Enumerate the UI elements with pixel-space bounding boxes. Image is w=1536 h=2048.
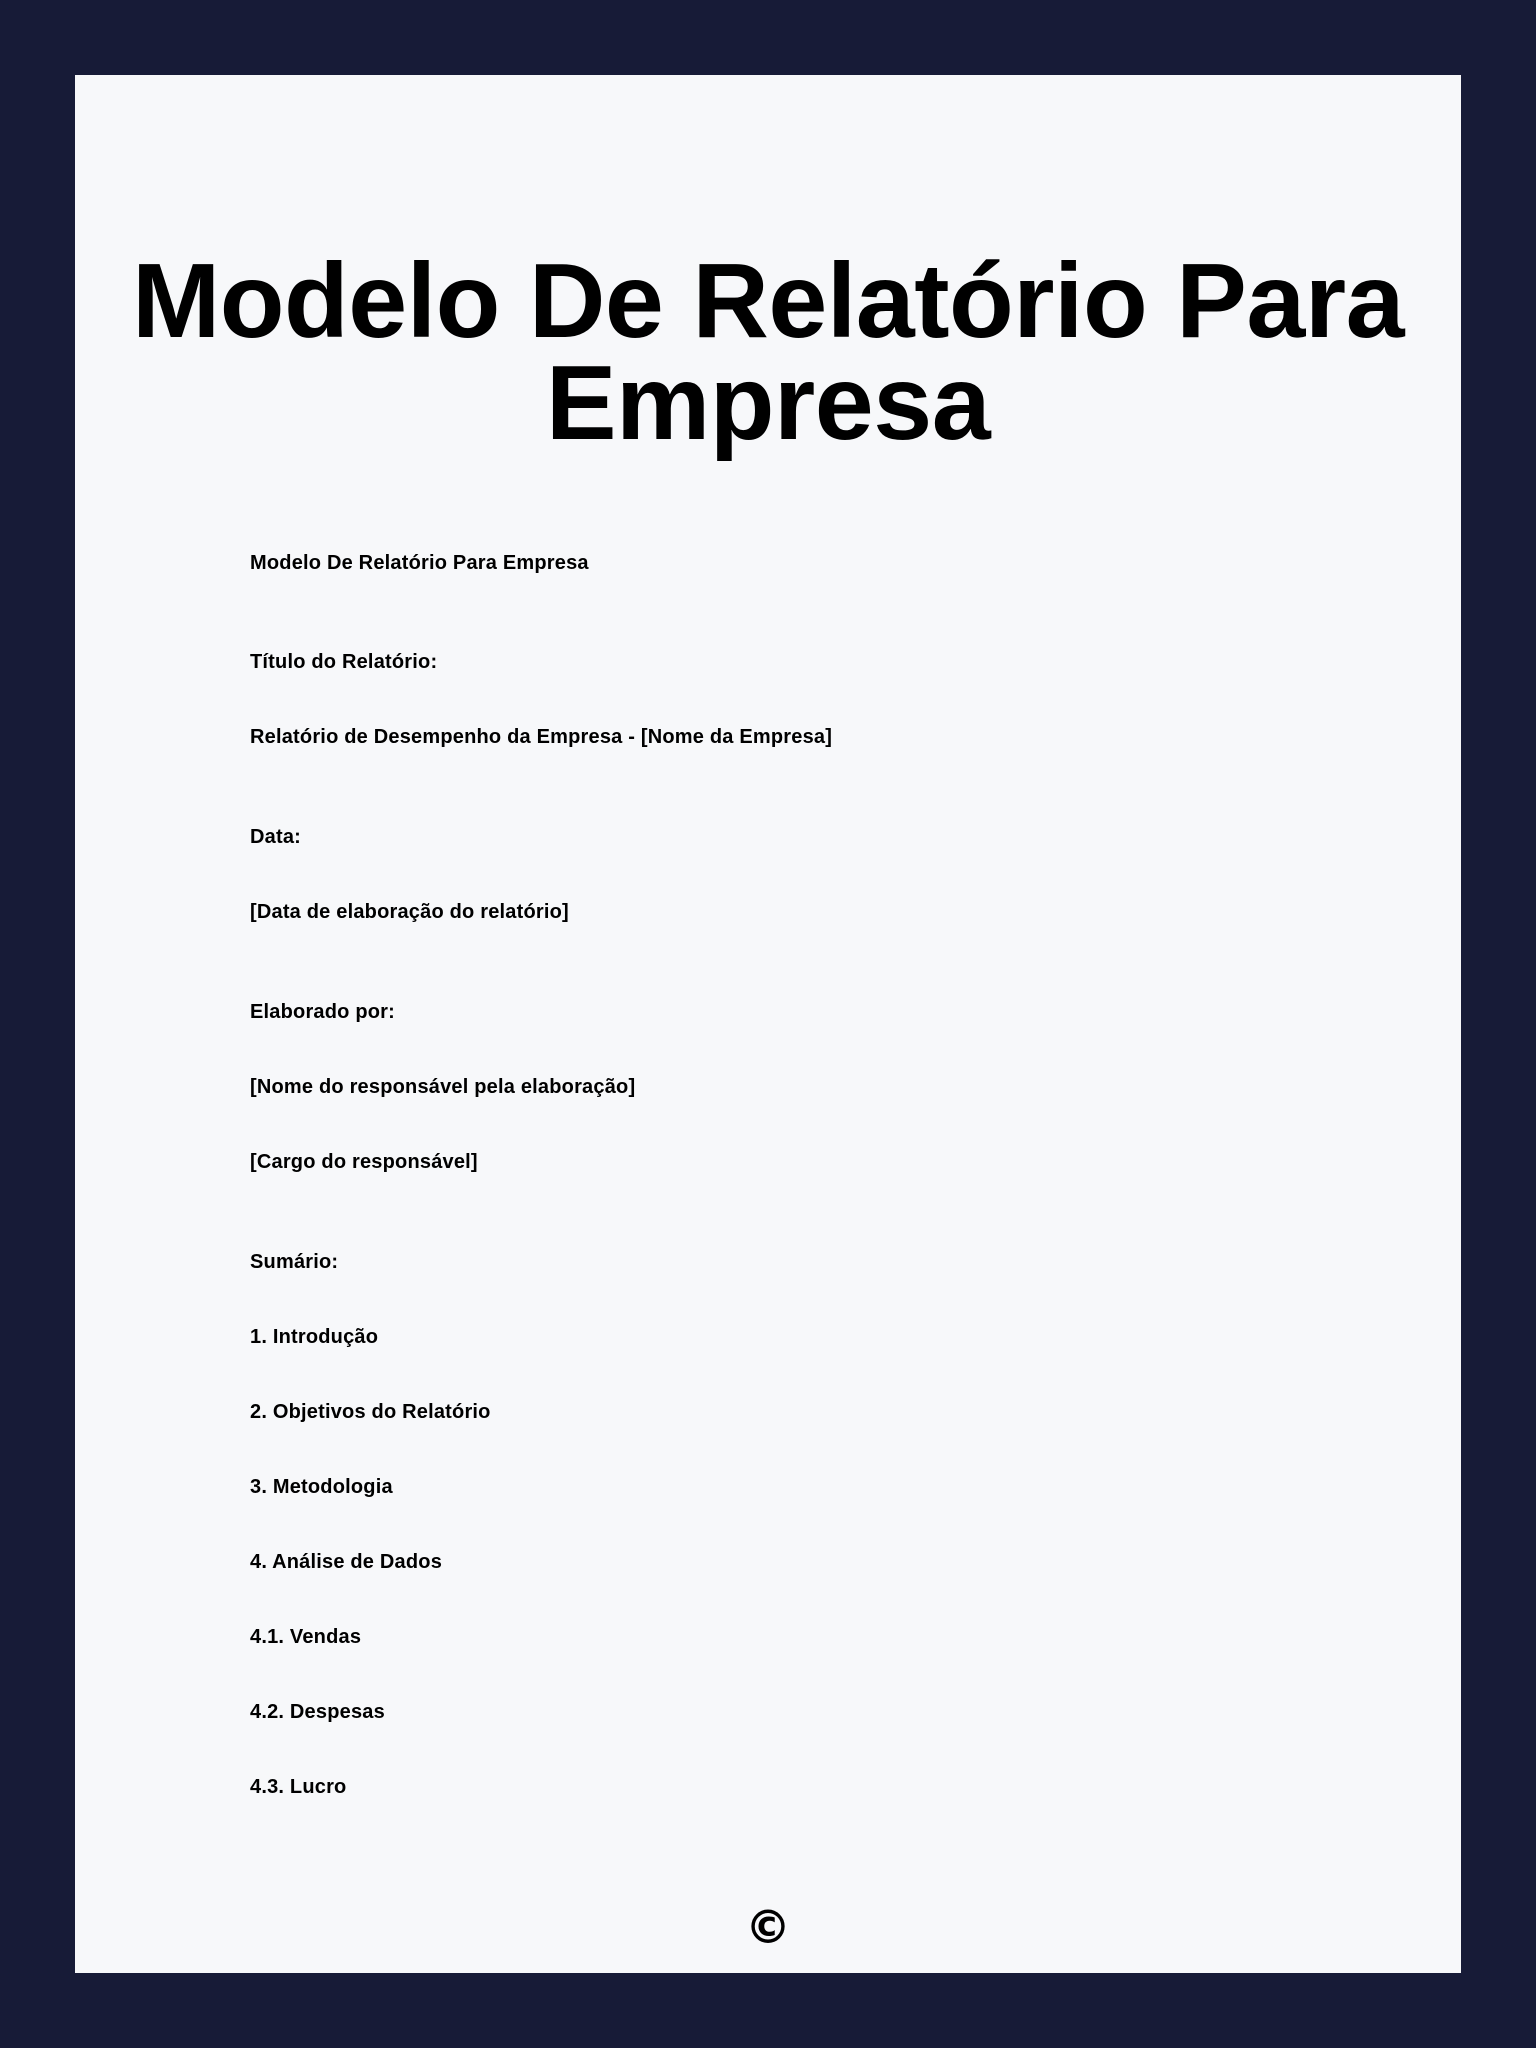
summary-item: 3. Metodologia [250,1476,393,1498]
date-value: [Data de elaboração do relatório] [250,901,569,923]
summary-item: 2. Objetivos do Relatório [250,1401,491,1423]
summary-item: 4. Análise de Dados [250,1551,443,1573]
summary-subitem: 4.1. Vendas [250,1626,362,1648]
author-role: [Cargo do responsável] [250,1151,478,1173]
date-label: Data: [250,826,302,848]
summary-item: 1. Introdução [250,1326,379,1348]
author-label: Elaborado por: [250,1001,396,1023]
author-name: [Nome do responsável pela elaboração] [250,1076,636,1098]
report-title-label: Título do Relatório: [250,651,438,673]
document-page [75,75,1461,1973]
document-title: Modelo De Relatório Para Empresa [131,242,1405,462]
summary-label: Sumário: [250,1251,339,1273]
copyright-icon: © [745,1900,791,1954]
document-subtitle: Modelo De Relatório Para Empresa [250,552,589,574]
report-title-value: Relatório de Desempenho da Empresa - [Nome da Empresa] [250,726,833,748]
summary-subitem: 4.2. Despesas [250,1701,385,1723]
summary-subitem: 4.3. Lucro [250,1776,347,1798]
